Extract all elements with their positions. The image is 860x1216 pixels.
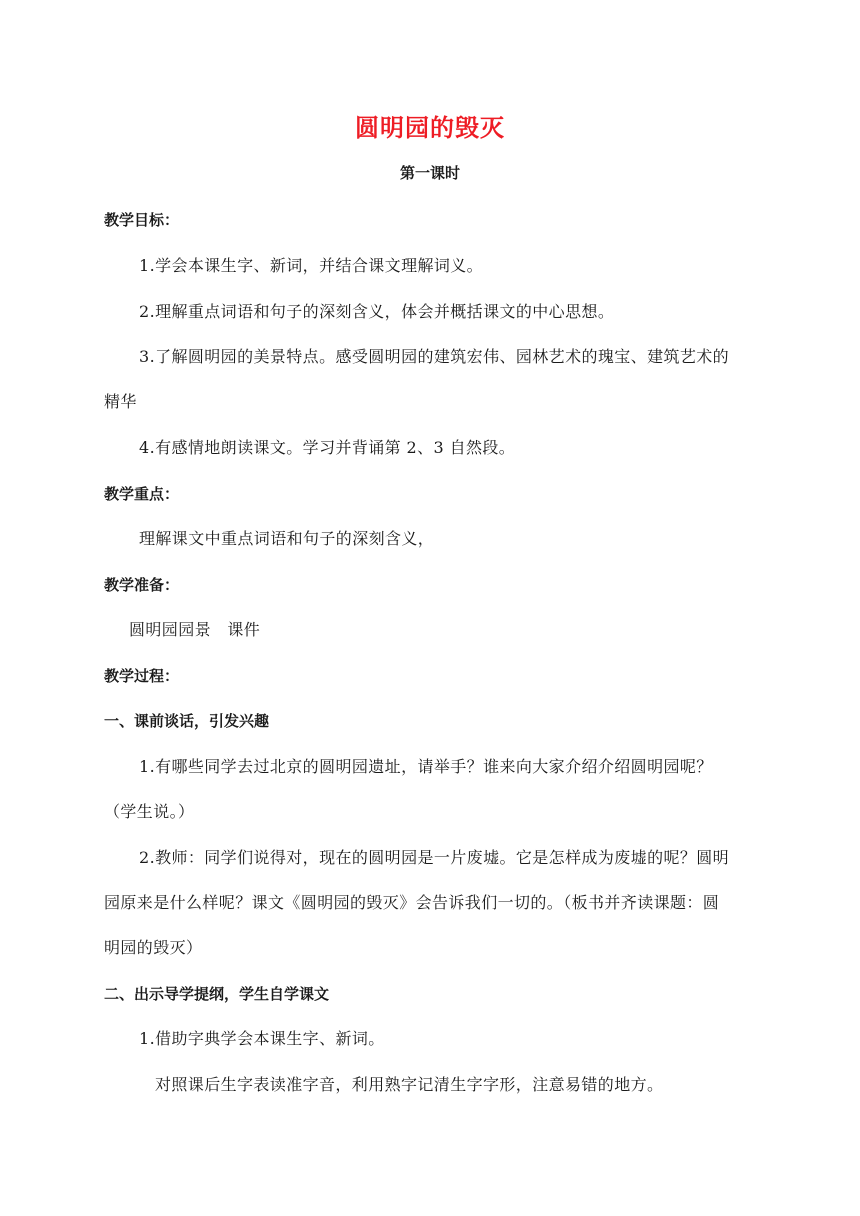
goal-item-4: 4.有感情地朗读课文。学习并背诵第 2、3 自然段。 — [139, 438, 516, 457]
goal-item-3-continued: 精华 — [104, 392, 137, 411]
process-part1-heading: 一、课前谈话，引发兴趣 — [104, 712, 270, 730]
preparation-text: 圆明园园景 课件 — [129, 620, 261, 639]
section-heading-goals: 教学目标： — [104, 211, 180, 229]
process-part1-line-4: 园原来是什么样呢？课文《圆明园的毁灭》会告诉我们一切的。（板书并齐读课题：圆 — [104, 893, 720, 912]
section-heading-preparation: 教学准备： — [104, 576, 180, 594]
document-title: 圆明园的毁灭 — [355, 114, 505, 142]
process-part2-line-1: 1.借助字典学会本课生字、新词。 — [139, 1029, 385, 1048]
section-heading-focus: 教学重点： — [104, 485, 180, 503]
goal-item-1: 1.学会本课生字、新词，并结合课文理解词义。 — [139, 256, 484, 275]
process-part2-heading: 二、出示导学提纲，学生自学课文 — [104, 985, 330, 1003]
process-part1-line-1: 1.有哪些同学去过北京的圆明园遗址，请举手？谁来向大家介绍介绍圆明园呢？ — [139, 757, 713, 776]
process-part1-line-2: （学生说。） — [104, 802, 195, 821]
process-part2-line-2: 对照课后生字表读准字音，利用熟字记清生字字形，注意易错的地方。 — [155, 1075, 664, 1094]
process-part1-line-5: 明园的毁灭） — [104, 938, 203, 957]
process-part1-line-3: 2.教师：同学们说得对，现在的圆明园是一片废墟。它是怎样成为废墟的呢？圆明 — [139, 848, 730, 867]
focus-text: 理解课文中重点词语和句子的深刻含义， — [139, 529, 435, 548]
section-heading-process: 教学过程： — [104, 667, 180, 685]
goal-item-2: 2.理解重点词语和句子的深刻含义，体会并概括课文的中心思想。 — [139, 302, 615, 321]
document-subtitle: 第一课时 — [399, 164, 460, 182]
goal-item-3: 3.了解圆明园的美景特点。感受圆明园的建筑宏伟、园林艺术的瑰宝、建筑艺术的 — [139, 347, 730, 366]
